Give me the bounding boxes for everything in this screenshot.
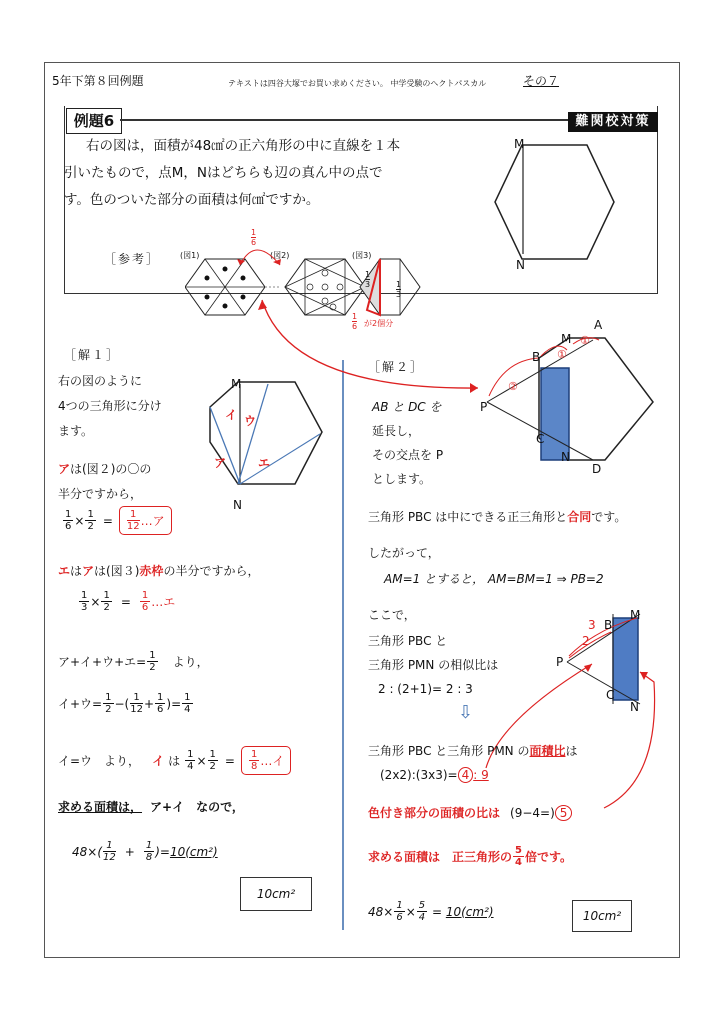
sol2-small-c: C xyxy=(606,688,615,702)
sol1-answer-box: 10cm² xyxy=(240,877,312,911)
problem-label-n: N xyxy=(516,258,525,272)
sol2-small-p: P xyxy=(556,655,564,669)
sol2-line-2: 延長し， xyxy=(372,424,421,438)
problem-line-1: 右の図は，面積が48㎠の正六角形の中に直線を１本 xyxy=(86,138,401,154)
sol1-final-calc: 48×( $\frac{1}{12}$ + $\frac{1}{8}$ )= 10(cm²) xyxy=(72,840,218,863)
sol2-lab-a: A xyxy=(594,318,603,332)
header-left: 5年下第８回例題 xyxy=(52,74,144,88)
problem-line-2: 引いたもので，点M，Nはどちらも辺の真ん中の点で xyxy=(64,165,383,181)
ref-fraction-1-6: 1 6 xyxy=(251,228,257,247)
sol2-down-arrow: ⇩ xyxy=(458,702,474,723)
sol1-line-1: 右の図のように xyxy=(58,374,143,388)
fig3-one-third: 1 3 xyxy=(365,270,371,289)
fig1-label: (図1) xyxy=(180,251,200,260)
sol1-fig-i: イ xyxy=(225,408,238,422)
sol2-here: ここで， xyxy=(368,608,416,622)
sol2-line-1: AB と DC を xyxy=(372,400,442,414)
sol2-area-line: 三角形 PBC と三角形 PMN の面積比は xyxy=(368,744,578,758)
sol1-i-result-box: $\frac{1}{8}$ …イ xyxy=(241,746,291,775)
header-right: その７ xyxy=(523,74,560,88)
problem-line-3: す。色のついた部分の面積は何㎠ですか。 xyxy=(64,192,320,208)
fig3-one-third-b: 1 3 xyxy=(396,280,402,299)
sol1-i-line: イ=ウ より， イ は $\frac{1}{4}$ × $\frac{1}{2}$ = $\frac{1}{8}$ …イ xyxy=(58,746,291,775)
sol2-final-red: 求める面積は 正三角形の $\frac{5}{4}$ 倍です。 xyxy=(368,845,573,868)
sol1-e-line: エはアは(図３)赤枠の半分ですから， xyxy=(58,564,260,578)
fig3-label: (図3) xyxy=(352,251,372,260)
sol1-a-calc: $\frac{1}{6}$ × $\frac{1}{2}$ = $\frac{1}{12}$ …ア xyxy=(62,506,172,535)
sol1-title: ［解１］ xyxy=(64,348,121,362)
problem-title: 例題6 xyxy=(66,108,122,134)
sol2-final-calc: 48× $\frac{1}{6}$ × $\frac{5}{4}$ = 10(cm²) xyxy=(368,900,494,923)
sol2-title: ［解２］ xyxy=(368,360,425,374)
sol2-lab-1a: ① xyxy=(557,348,567,361)
sol1-fig-a: ア xyxy=(214,456,227,470)
sol2-small-m: M xyxy=(630,608,641,622)
sol2-small-2: 2 xyxy=(582,634,590,648)
sol1-sum-line: ア+イ+ウ+エ= $\frac{1}{2}$ より， xyxy=(58,650,209,673)
sol2-tri-pmn: 三角形 PMN の相似比は xyxy=(368,658,499,672)
sol1-conclusion: 求める面積は， ア+イ なので， xyxy=(58,800,244,814)
sol1-a-line-1: アは(図２)の〇の xyxy=(58,462,152,476)
sol2-answer-box: 10cm² xyxy=(572,900,632,932)
sol2-therefore: したがって， xyxy=(368,546,440,560)
sol2-lab-b: B xyxy=(532,350,541,364)
sol1-a-line-2: 半分ですから， xyxy=(58,487,143,501)
difficulty-badge: 難関校対策 xyxy=(568,112,658,132)
sol1-fig-n: N xyxy=(233,498,242,512)
sol2-am-line: AM=1 とすると， AM=BM=1 ⇒ PB=2 xyxy=(384,572,604,586)
sol2-small-b: B xyxy=(604,618,613,632)
sol2-lab-1b: ① xyxy=(580,334,590,347)
sol1-e-calc: $\frac{1}{3}$ × $\frac{1}{2}$ = $\frac{1}{6}$ …エ xyxy=(81,590,176,613)
header-center: テキストは四谷大塚でお買い求めください。 中学受験のヘクトパスカル xyxy=(228,79,487,88)
sol2-lab-c: C xyxy=(536,432,545,446)
sol2-small-n: N xyxy=(630,700,639,714)
sol2-line-4: とします。 xyxy=(372,472,432,486)
sol1-a-result-box: $\frac{1}{12}$ …ア xyxy=(119,506,172,535)
reference-label: ［参考］ xyxy=(104,252,161,266)
sol2-lab-d: D xyxy=(592,462,602,476)
sol2-colored-line: 色付き部分の面積の比は (9−4=) 5 xyxy=(368,804,572,821)
sol2-tri-pbc: 三角形 PBC と xyxy=(368,634,448,648)
fig3-two-parts: が2個分 xyxy=(364,319,394,328)
sol2-lab-2: ② xyxy=(508,380,518,393)
sol2-line-3: その交点を P xyxy=(372,448,444,462)
sol2-area-ratio: (2x2):(3x3)= 4 : 9 xyxy=(380,768,489,782)
sol2-lab-n: N xyxy=(561,450,570,464)
sol2-lab-p: P xyxy=(480,400,488,414)
sol1-line-3: ます。 xyxy=(58,424,94,438)
sol1-fig-m: M xyxy=(231,377,242,391)
fig3-one-sixth: 1 6 xyxy=(352,312,358,331)
sol1-line-2: 4つの三角形に分け xyxy=(58,399,162,413)
problem-label-m: M xyxy=(514,137,525,151)
sol2-ratio: 2 : (2+1)= 2 : 3 xyxy=(378,682,473,696)
sol1-fig-e: エ xyxy=(258,456,271,470)
sol2-congruent: 三角形 PBC は中にできる正三角形と合同です。 xyxy=(368,510,627,524)
sol2-small-3: 3 xyxy=(588,618,596,632)
sol1-iu-line: イ+ウ= $\frac{1}{2}$ −( $\frac{1}{12}$ + $\frac{1}{6}$ )= $\frac{1}{4}$ xyxy=(58,692,191,715)
sol1-fig-u: ウ xyxy=(244,414,257,428)
sol2-lab-m: M xyxy=(561,332,572,346)
fig2-label: (図2) xyxy=(270,251,290,260)
